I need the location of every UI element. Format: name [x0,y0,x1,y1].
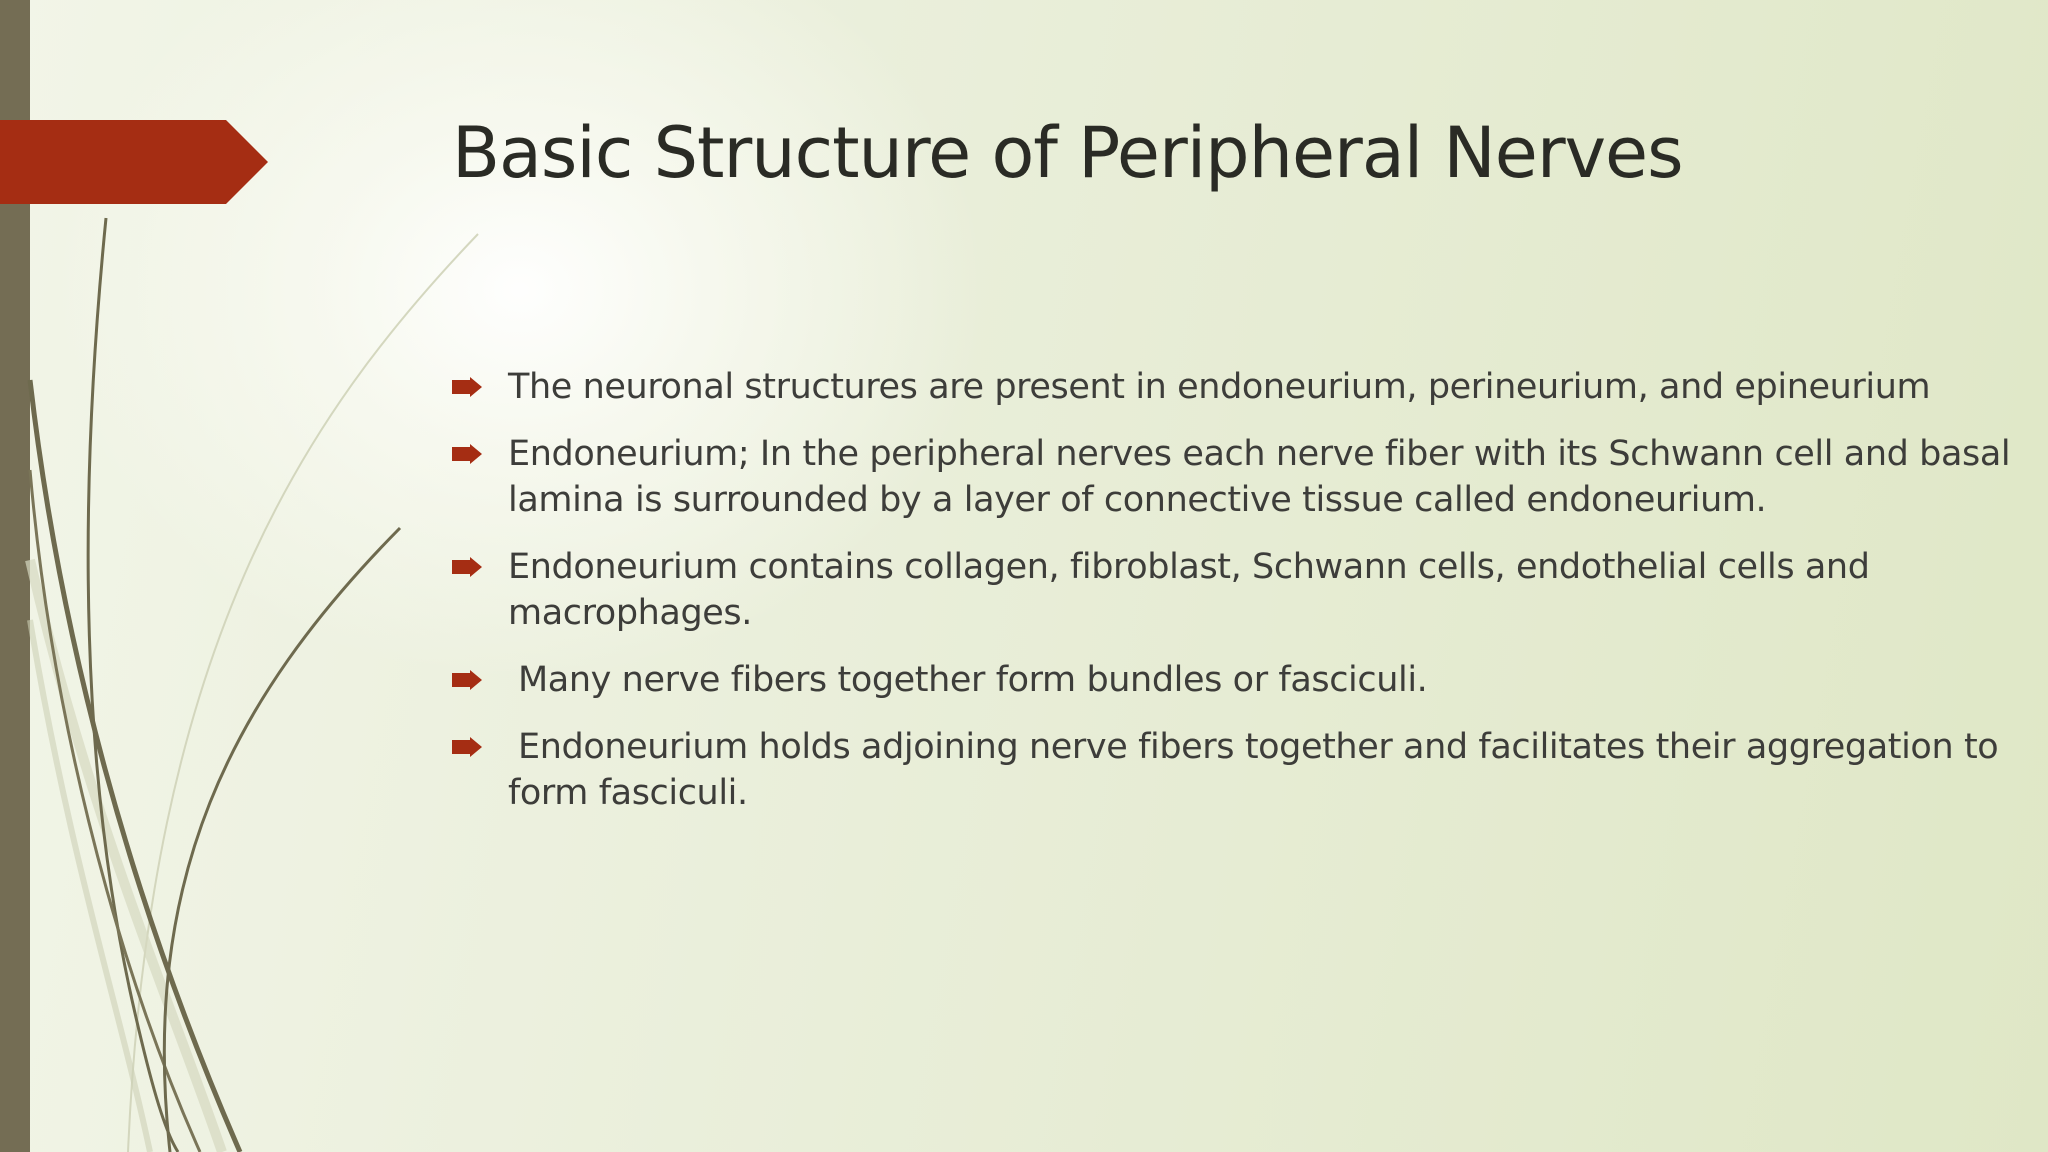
list-item [452,364,2012,410]
bullet-text: The neuronal structures are present in endoneurium, perineurium, and epineurium [508,367,1931,407]
list-item [452,724,2012,816]
arrow-bullet-icon [452,670,482,690]
arrow-bullet-icon [452,737,482,757]
slide-title: Basic Structure of Peripheral Nerves [452,112,1683,194]
arrow-bullet-icon [452,557,482,577]
bullet-text: Many nerve fibers together form bundles or fasciculi. [518,660,1428,700]
bullet-text: Endoneurium; In the peripheral nerves each nerve fiber with its Schwann cell and basal lamina is surrounded by a layer of connective tissue called endoneurium. [508,434,2011,520]
title-arrow-icon [0,120,268,204]
list-item [452,657,2012,703]
list-item [452,431,2012,523]
bullet-text: Endoneurium holds adjoining nerve fibers together and facilitates their aggregation to form fasciculi. [508,727,1999,813]
arrow-bullet-icon [452,444,482,464]
bullet-list [452,364,2012,837]
arrow-bullet-icon [452,377,482,397]
list-item [452,544,2012,636]
bullet-text: Endoneurium contains collagen, fibroblast, Schwann cells, endothelial cells and macrophages. [508,547,1870,633]
